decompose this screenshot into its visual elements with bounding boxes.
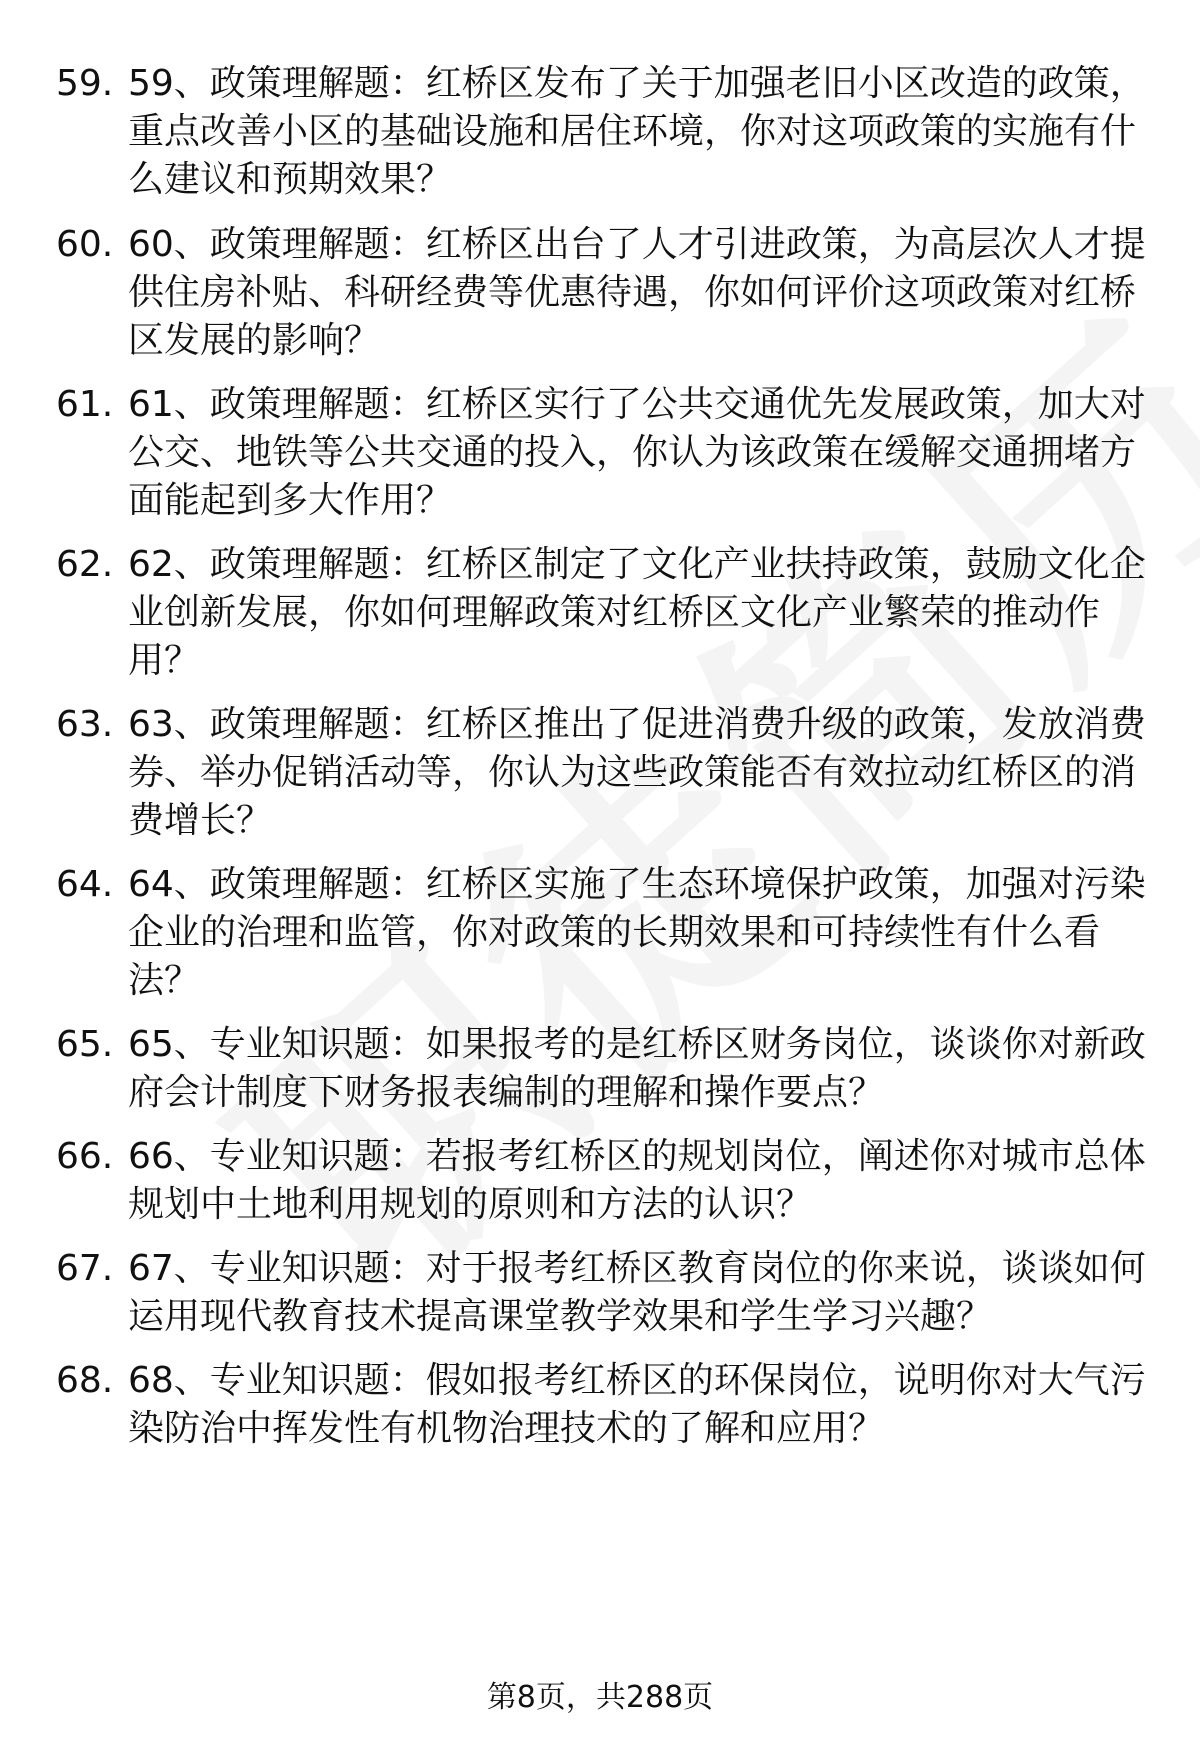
question-item — [0, 221, 1200, 365]
question-number: 64. — [56, 864, 114, 905]
question-text: 67、专业知识题：对于报考红桥区教育岗位的你来说，谈谈如何运用现代教育技术提高课堂教学效果和学生学习兴趣？ — [128, 1248, 1146, 1337]
question-number: 62. — [56, 544, 114, 585]
page-footer: 第8页，共288页 — [486, 1680, 714, 1715]
question-item — [0, 701, 1200, 845]
question-text: 68、专业知识题：假如报考红桥区的环保岗位，说明你对大气污染防治中挥发性有机物治理技术的了解和应用？ — [128, 1360, 1146, 1449]
question-number: 59. — [56, 63, 114, 104]
question-item — [0, 541, 1200, 685]
question-item — [0, 1357, 1200, 1453]
question-number: 66. — [56, 1136, 114, 1177]
question-number: 65. — [56, 1024, 114, 1065]
question-item — [0, 60, 1200, 204]
question-number: 61. — [56, 384, 114, 425]
question-number: 68. — [56, 1360, 114, 1401]
question-text: 62、政策理解题：红桥区制定了文化产业扶持政策，鼓励文化企业创新发展，你如何理解政策对红桥区文化产业繁荣的推动作用？ — [128, 544, 1146, 681]
question-item — [0, 1021, 1200, 1117]
question-number: 63. — [56, 704, 114, 745]
question-text: 60、政策理解题：红桥区出台了人才引进政策，为高层次人才提供住房补贴、科研经费等优惠待遇，你如何评价这项政策对红桥区发展的影响？ — [128, 224, 1146, 361]
question-item — [0, 1245, 1200, 1341]
question-text: 63、政策理解题：红桥区推出了促进消费升级的政策，发放消费券、举办促销活动等，你认为这些政策能否有效拉动红桥区的消费增长？ — [128, 704, 1146, 841]
question-text: 64、政策理解题：红桥区实施了生态环境保护政策，加强对污染企业的治理和监管，你对政策的长期效果和可持续性有什么看法？ — [128, 864, 1146, 1001]
question-text: 66、专业知识题：若报考红桥区的规划岗位，阐述你对城市总体规划中土地利用规划的原则和方法的认识？ — [128, 1136, 1146, 1225]
question-item — [0, 381, 1200, 525]
question-number: 67. — [56, 1248, 114, 1289]
question-text: 61、政策理解题：红桥区实行了公共交通优先发展政策，加大对公交、地铁等公共交通的投入，你认为该政策在缓解交通拥堵方面能起到多大作用？ — [128, 384, 1146, 521]
question-list — [0, 60, 1200, 1453]
question-item — [0, 1133, 1200, 1229]
question-item — [0, 861, 1200, 1005]
question-text: 59、政策理解题：红桥区发布了关于加强老旧小区改造的政策，重点改善小区的基础设施和居住环境，你对这项政策的实施有什么建议和预期效果？ — [128, 63, 1146, 200]
question-number: 60. — [56, 224, 114, 265]
question-text: 65、专业知识题：如果报考的是红桥区财务岗位，谈谈你对新政府会计制度下财务报表编制的理解和操作要点？ — [128, 1024, 1146, 1113]
